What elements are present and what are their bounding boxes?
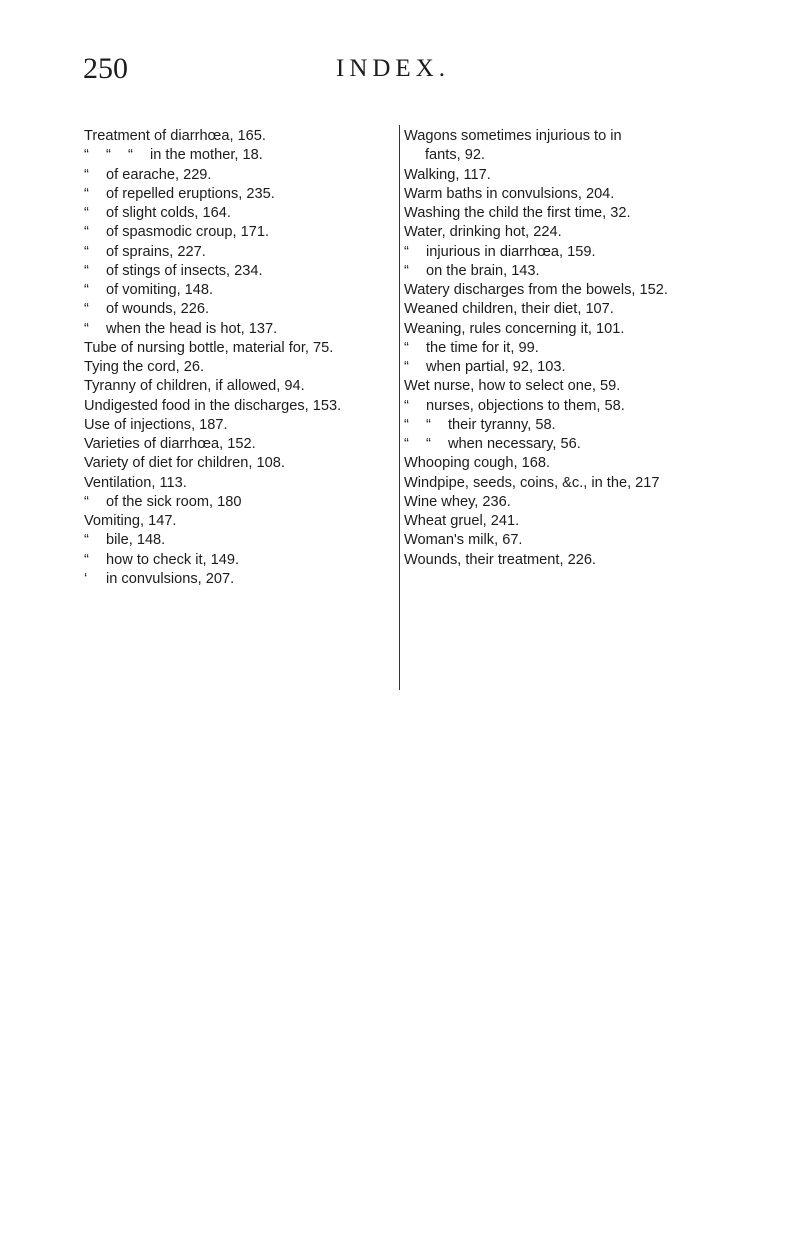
index-entry [84,397,400,416]
index-entry [404,435,740,454]
index-entry-text: of earache, 229. [106,166,212,183]
ditto-mark: “ [404,243,409,260]
ditto-mark: “ [84,224,89,241]
index-entry-text: Tying the cord, 26. [84,359,205,375]
ditto-mark: “ [84,493,89,510]
ditto-mark: “ [84,166,89,183]
index-entry-text: Vomiting, 147. [84,513,177,529]
index-entry [84,262,400,281]
index-entry-text: Walking, 117. [404,166,491,183]
ditto-mark: “ [426,436,431,452]
ditto-mark: “ [404,397,409,414]
index-entry-text: Washing the child the first time, 32. [404,205,631,221]
index-entry-text: nurses, objections to them, 58. [426,397,625,414]
index-entry-text: Whooping cough, 168. [404,455,551,472]
index-entry-text: Treatment of diarrhœa, 165. [84,128,266,144]
index-entry [84,377,400,396]
index-entry [84,454,400,473]
ditto-mark: “ [84,301,89,318]
index-entry-text: Wine whey, 236. [404,493,511,510]
index-entry-text: Weaned children, their diet, 107. [404,301,614,318]
index-entry-text: Woman's milk, 67. [404,532,523,549]
index-entry [404,474,740,493]
index-entry [84,512,400,531]
index-entry-text: Watery discharges from the bowels, 152. [404,282,668,298]
index-entry-text: Weaning, rules concerning it, 101. [404,320,625,337]
index-entry [404,146,740,165]
index-entry [404,339,740,358]
index-entry-text: Use of injections, 187. [84,416,228,433]
ditto-mark: “ [84,320,89,337]
index-entry [404,454,740,473]
ditto-mark: “ [84,205,89,221]
index-entry-text: fants, 92. [425,147,486,164]
index-entry [404,243,740,262]
index-entry-text: their tyranny, 58. [448,416,556,433]
ditto-mark: ‘ [84,570,88,587]
index-entry-text: Warm baths in convulsions, 204. [404,185,615,202]
index-entry [84,166,400,185]
index-entry [84,474,400,493]
index-entry [404,358,740,377]
index-entry [84,300,400,319]
index-entry-text: of wounds, 226. [106,301,210,318]
index-entry-text: Variety of diet for children, 108. [84,455,285,472]
index-entry-text: Wagons sometimes injurious to in [404,128,622,144]
index-entry [404,281,740,300]
index-entry-text: Wheat gruel, 241. [404,513,520,529]
index-entry-text: of sprains, 227. [106,243,206,260]
index-entry-text: bile, 148. [106,532,166,549]
index-entry [404,166,740,185]
index-entry [84,531,400,550]
ditto-mark: “ [404,339,409,356]
index-entry-text: of the sick room, 180 [106,493,242,510]
index-entry [404,127,740,146]
index-entry-text: in convulsions, 207. [106,570,235,587]
index-entry [84,223,400,242]
index-entry [84,320,400,339]
ditto-mark: “ [84,185,89,202]
ditto-mark: “ [404,262,409,279]
index-entry-text: Undigested food in the discharges, 153. [84,397,342,414]
index-entry [84,185,400,204]
index-entry-text: of spasmodic croup, 171. [106,224,270,241]
ditto-mark: “ [404,359,409,375]
index-entry [404,300,740,319]
index-entry [84,551,400,570]
ditto-mark: “ [426,416,431,433]
index-entry-text: the time for it, 99. [426,339,539,356]
index-entry [404,397,740,416]
ditto-mark: “ [84,282,89,298]
page-title: INDEX. [336,55,451,82]
index-entry-text: of stings of insects, 234. [106,262,263,279]
index-entry [84,146,400,165]
index-entry [404,262,740,281]
ditto-mark: “ [128,147,133,164]
index-entry-text: of slight colds, 164. [106,205,231,221]
index-entry [84,243,400,262]
index-entry-text: of repelled eruptions, 235. [106,185,275,202]
index-entry-text: of vomiting, 148. [106,282,214,298]
index-entry [84,127,400,146]
index-entry [84,339,400,358]
index-entry-text: Varieties of diarrhœa, 152. [84,436,256,452]
index-entry [404,185,740,204]
index-entry-text: Wet nurse, how to select one, 59. [404,378,621,395]
ditto-mark: “ [84,262,89,279]
ditto-mark: “ [106,147,111,164]
index-entry-text: when necessary, 56. [448,436,581,452]
index-entry [404,551,740,570]
index-entry [404,320,740,339]
ditto-mark: “ [404,416,409,433]
index-entry-text: injurious in diarrhœa, 159. [426,243,596,260]
index-column-left [84,127,400,589]
index-entry [404,377,740,396]
index-entry [84,358,400,377]
index-entry [84,493,400,512]
index-entry-text: in the mother, 18. [150,147,263,164]
index-entry [404,416,740,435]
index-entry-text: when the head is hot, 137. [106,320,278,337]
index-entry-text: Water, drinking hot, 224. [404,224,562,241]
index-entry-text: how to check it, 149. [106,551,240,568]
index-entry-text: on the brain, 143. [426,262,540,279]
page-number: 250 [83,52,128,85]
index-entry [404,531,740,550]
index-entry-text: when partial, 92, 103. [426,359,566,375]
index-entry [84,204,400,223]
index-entry [84,435,400,454]
index-entry [84,416,400,435]
ditto-mark: “ [84,243,89,260]
index-entry [404,204,740,223]
index-entry [84,570,400,589]
ditto-mark: “ [84,532,89,549]
index-entry-text: Tyranny of children, if allowed, 94. [84,378,305,395]
index-entry-text: Ventilation, 113. [84,474,187,491]
ditto-mark: “ [404,436,409,452]
ditto-mark: “ [84,551,89,568]
index-entry [404,223,740,242]
index-column-right [404,127,740,570]
index-entry-text: Wounds, their treatment, 226. [404,551,596,568]
index-entry-text: Windpipe, seeds, coins, &c., in the, 217 [404,474,660,491]
index-entry [404,493,740,512]
column-divider [399,125,400,690]
index-entry [84,281,400,300]
index-entry [404,512,740,531]
ditto-mark: “ [84,147,89,164]
index-entry-text: Tube of nursing bottle, material for, 75. [84,339,334,356]
